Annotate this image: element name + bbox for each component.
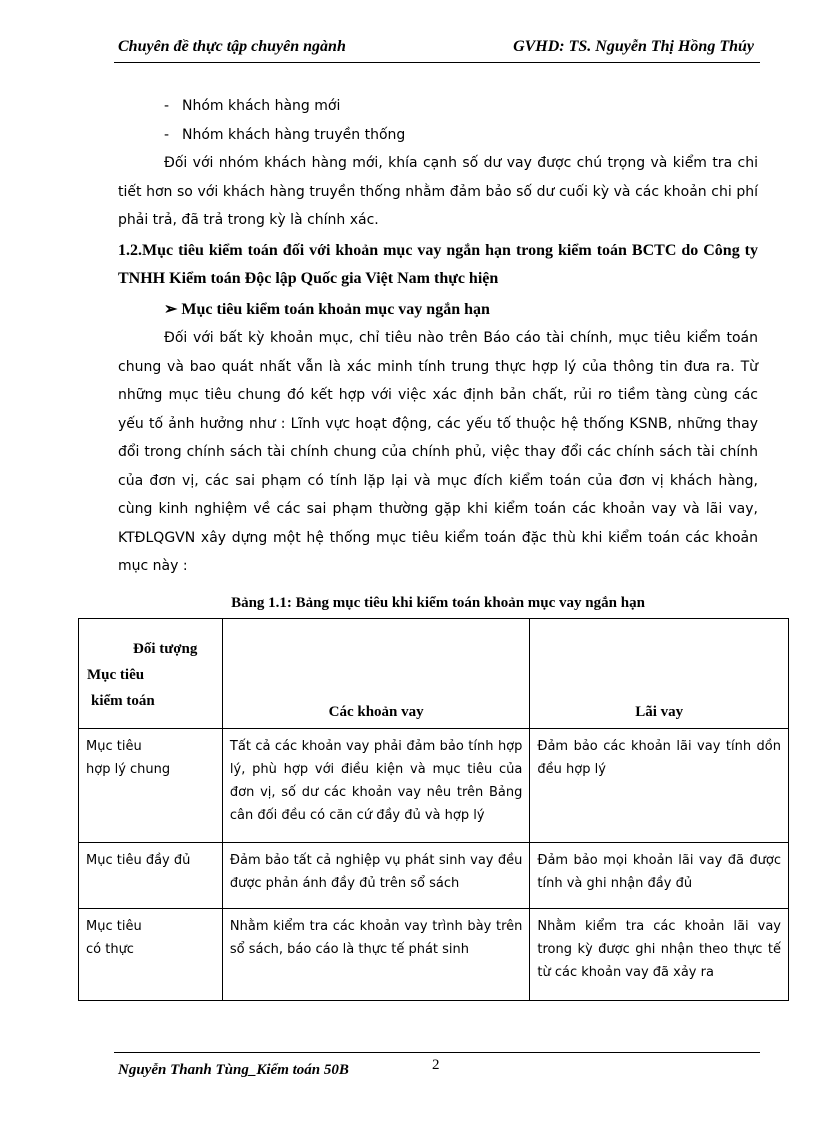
loans-cell: Tất cả các khoản vay phải đảm bảo tính hợp lý, phù hợp với điều kiện và mục tiêu của đơn vị, số dư các khoản vay nêu trên Bảng cân đối đều có căn cứ đầy đủ và hợp lý xyxy=(222,729,529,843)
table-corner-cell: Đối tượng Mục tiêu kiểm toán xyxy=(79,619,223,729)
column-header-interest: Lãi vay xyxy=(530,619,789,729)
arrow-bullet-icon: ➢ xyxy=(164,300,182,318)
loans-cell: Đảm bảo tất cả nghiệp vụ phát sinh vay đều được phản ánh đầy đủ trên sổ sách xyxy=(222,843,529,909)
row-label: Mục tiêu hợp lý chung xyxy=(79,729,223,843)
table-row xyxy=(79,909,789,1001)
page-header xyxy=(114,36,760,63)
section-heading: 1.2.Mục tiêu kiểm toán đối với khoản mục vay ngắn hạn trong kiểm toán BCTC do Công ty TNHH Kiểm toán Độc lập Quốc gia Việt Nam thực hiện xyxy=(118,241,758,287)
row-label: Mục tiêu có thực xyxy=(79,909,223,1001)
footer-author: Nguyễn Thanh Tùng_Kiểm toán 50B xyxy=(118,1062,349,1078)
interest-cell: Đảm bảo mọi khoản lãi vay đã được tính và ghi nhận đầy đủ xyxy=(530,843,789,909)
row-label: Mục tiêu đầy đủ xyxy=(79,843,223,909)
table-header-row xyxy=(79,619,789,729)
paragraph-objectives: Đối với bất kỳ khoản mục, chỉ tiêu nào trên Báo cáo tài chính, mục tiêu kiểm toán chung và bao quát nhất vẫn là xác minh tính trung thực hợp lý của thông tin đưa ra. Từ những mục tiêu chung đó kết hợp với việc xác định bản chất, rủi ro tiềm tàng cùng các yếu tố ảnh hưởng như : Lĩnh vực hoạt động, các yếu tố thuộc hệ thống KSNB, những thay đổi trong chính sách tài chính chung của chính phủ, việc thay đổi các chính sách tài chính của đơn vị, các sai phạm có tính lặp lại và mục đích kiểm toán của đơn vị khách hàng, cùng kinh nghiệm về các sai phạm thường gặp khi kiểm toán các khoản vay và lãi vay, KTĐLQGVN xây dựng một hệ thống mục tiêu kiểm toán đặc thù khi kiểm toán các khoản mục này : xyxy=(118,330,758,574)
loans-cell: Nhằm kiểm tra các khoản vay trình bày trên sổ sách, báo cáo là thực tế phát sinh xyxy=(222,909,529,1001)
paragraph-customers: Đối với nhóm khách hàng mới, khía cạnh số dư vay được chú trọng và kiểm tra chi tiết hơn so với khách hàng truyền thống nhằm đảm bảo số dư cuối kỳ và các khoản chi phí phải trả, đã trả trong kỳ là chính xác. xyxy=(118,155,758,228)
interest-cell: Đảm bảo các khoản lãi vay tính dồn đều hợp lý xyxy=(530,729,789,843)
list-item: - Nhóm khách hàng truyền thống xyxy=(164,126,406,143)
list-item-text: Nhóm khách hàng truyền thống xyxy=(182,126,406,143)
table-caption: Bảng 1.1: Bảng mục tiêu khi kiểm toán khoản mục vay ngắn hạn xyxy=(231,594,645,611)
page-footer xyxy=(114,1052,760,1083)
header-topic: Chuyên đề thực tập chuyên ngành xyxy=(118,38,346,55)
table-row xyxy=(79,729,789,843)
page-number: 2 xyxy=(432,1057,440,1073)
interest-cell: Nhằm kiểm tra các khoản lãi vay trong kỳ được ghi nhận theo thực tế từ các khoản vay đã xảy ra xyxy=(530,909,789,1001)
column-header-loans: Các khoản vay xyxy=(222,619,529,729)
list-item-text: Nhóm khách hàng mới xyxy=(182,98,341,114)
list-item: - Nhóm khách hàng mới xyxy=(164,98,341,114)
page-content xyxy=(118,92,758,617)
objectives-table xyxy=(78,618,789,1001)
sub-heading: ➢ Mục tiêu kiểm toán khoản mục vay ngắn hạn xyxy=(164,300,490,318)
header-supervisor: GVHD: TS. Nguyễn Thị Hồng Thúy xyxy=(513,38,754,55)
table-row xyxy=(79,843,789,909)
